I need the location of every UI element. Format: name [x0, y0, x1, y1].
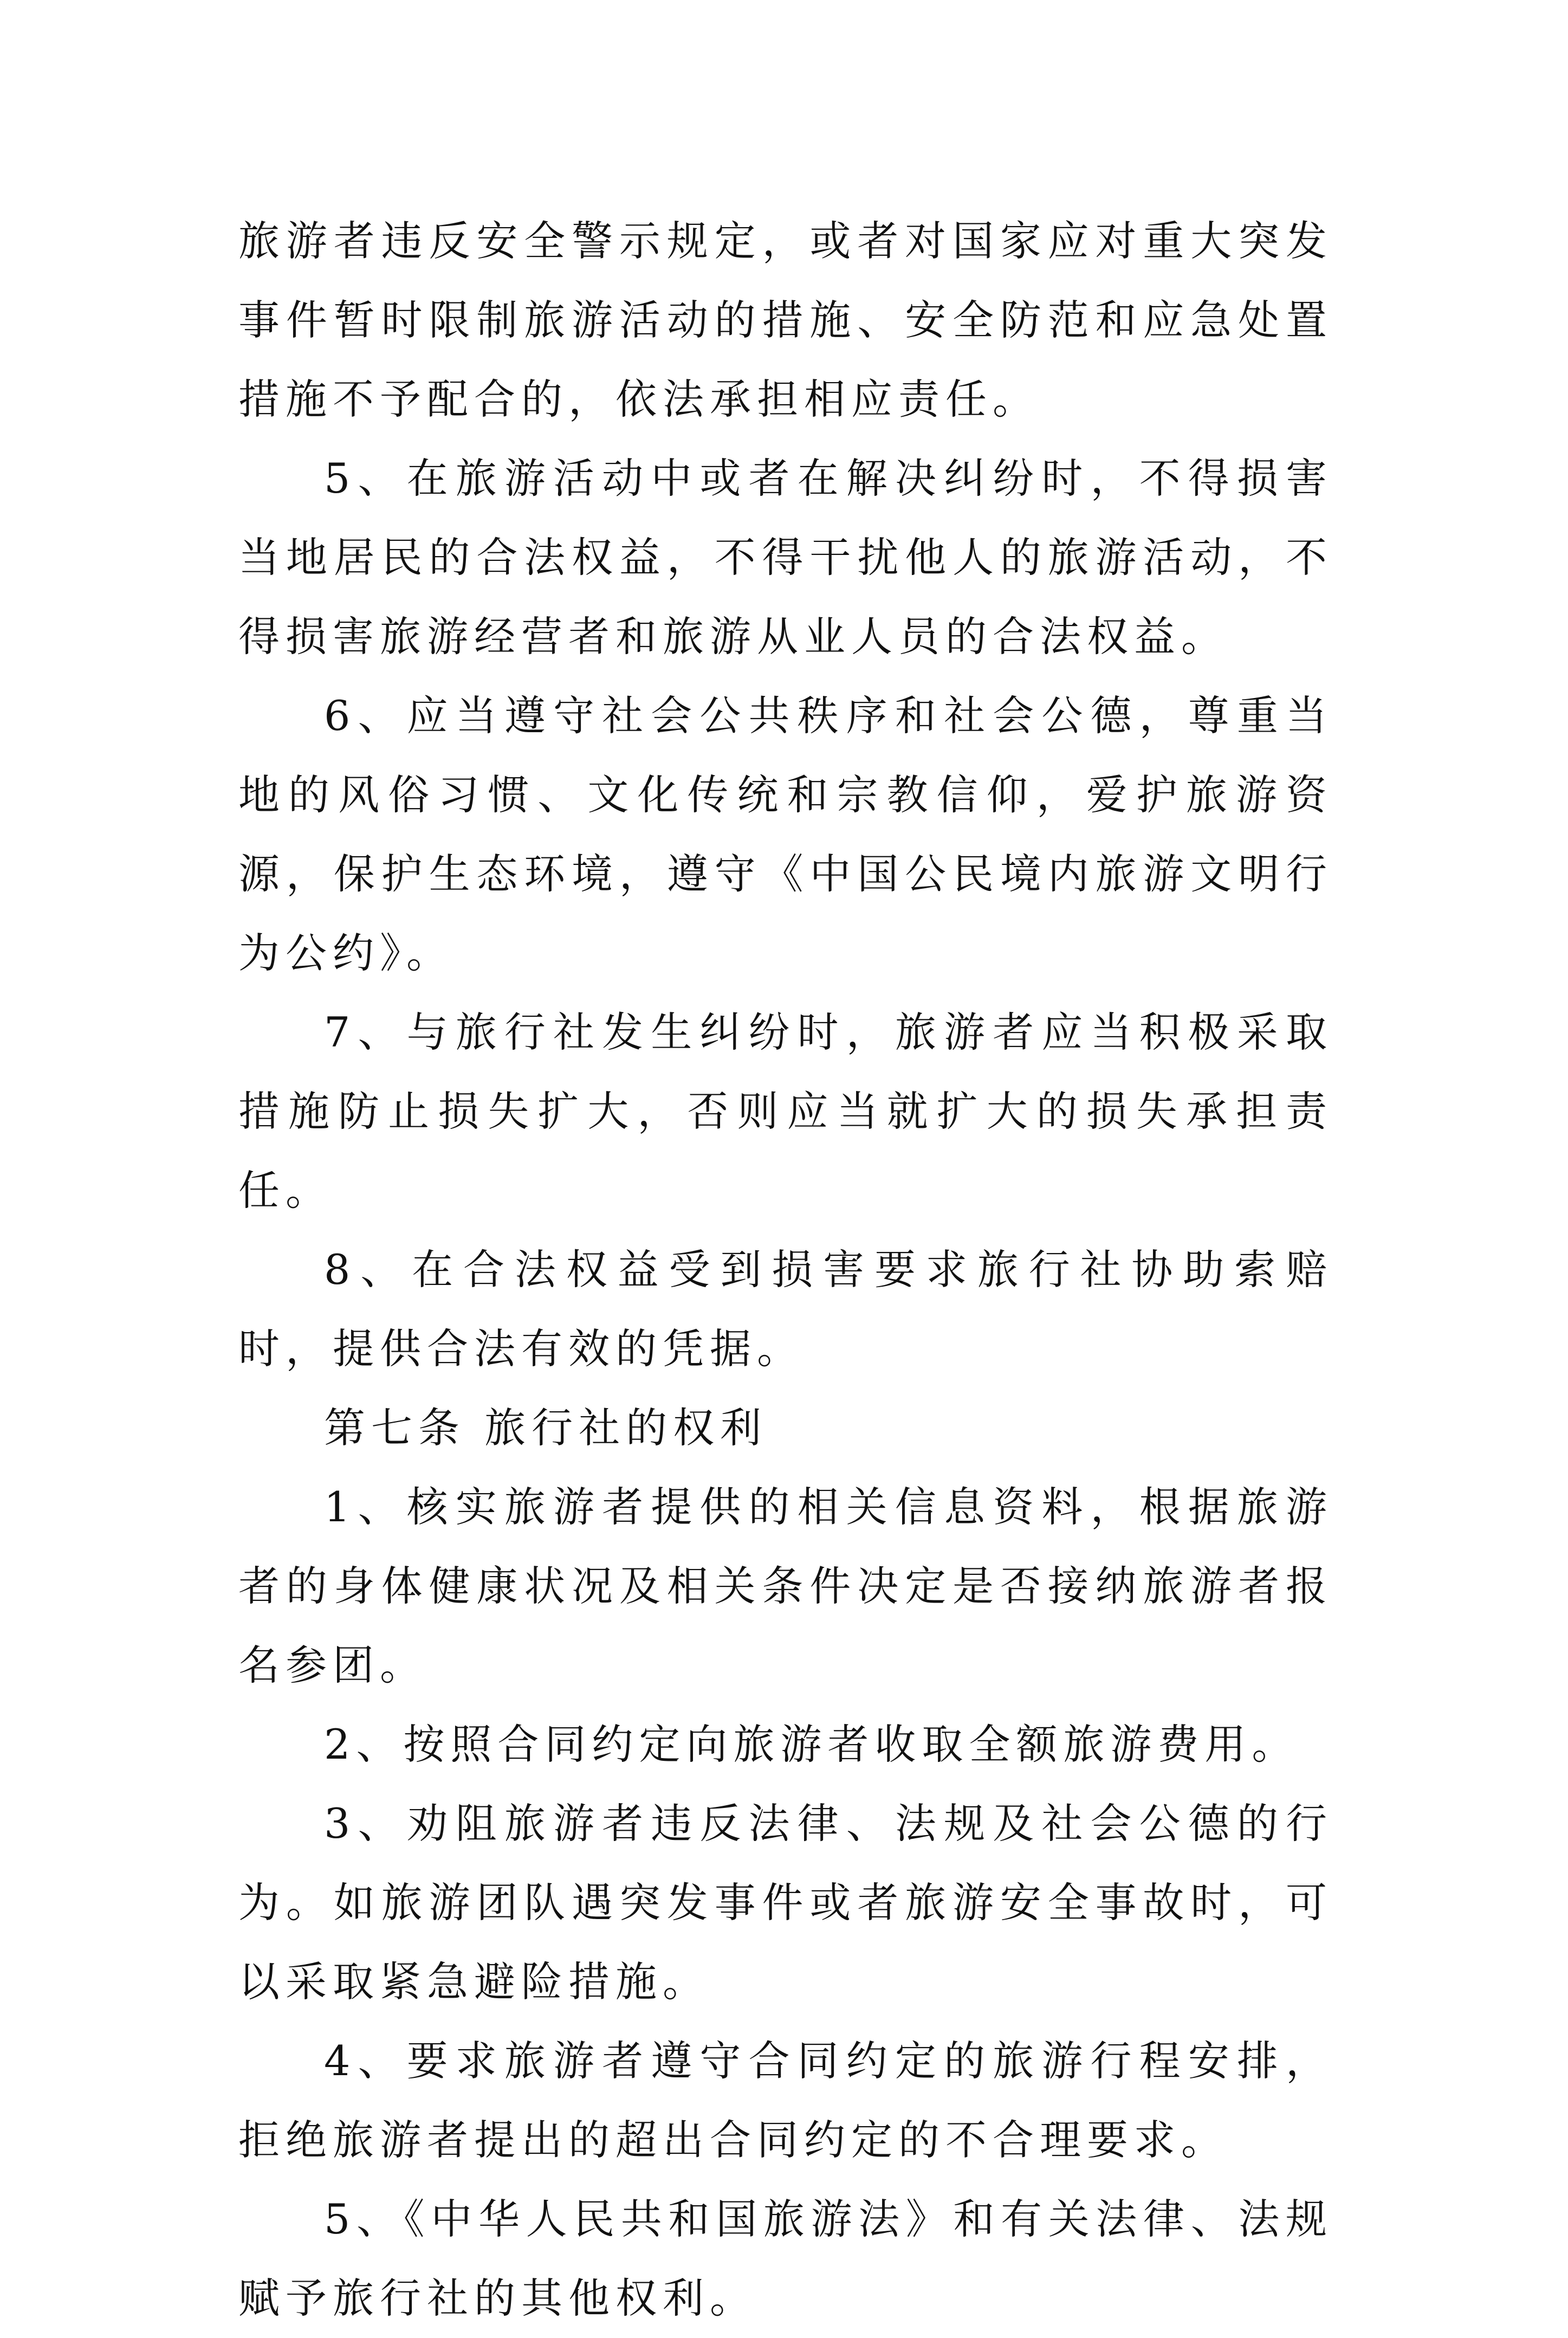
- list-item-6-public-order: 6、应当遵守社会公共秩序和社会公德，尊重当地的风俗习惯、文化传统和宗教信仰，爱护旅游资源，保护生态环境，遵守《中国公民境内旅游文明行为公约》。: [238, 692, 1333, 977]
- list-item-7-dispute-loss: 7、与旅行社发生纠纷时，旅游者应当积极采取措施防止损失扩大，否则应当就扩大的损失承担责任。: [238, 1008, 1333, 1215]
- paragraph-continuation: 旅游者违反安全警示规定，或者对国家应对重大突发事件暂时限制旅游活动的措施、安全防范和应急处置措施不予配合的，依法承担相应责任。: [238, 217, 1333, 423]
- list-item-5-local-rights: 5、在旅游活动中或者在解决纠纷时，不得损害当地居民的合法权益，不得干扰他人的旅游活动，不得损害旅游经营者和旅游从业人员的合法权益。: [238, 454, 1333, 661]
- document-body: [238, 202, 1333, 2338]
- list-item-3-dissuade: 3、劝阻旅游者违反法律、法规及社会公德的行为。如旅游团队遇突发事件或者旅游安全事故时，可以采取紧急避险措施。: [238, 1799, 1333, 2006]
- list-item-8-evidence: 8、在合法权益受到损害要求旅行社协助索赔时，提供合法有效的凭据。: [238, 1245, 1333, 1373]
- list-item-1-verify-info: 1、核实旅游者提供的相关信息资料，根据旅游者的身体健康状况及相关条件决定是否接纳旅游者报名参团。: [238, 1483, 1333, 1689]
- list-item-2-collect-fees: 2、按照合同约定向旅游者收取全额旅游费用。: [324, 1720, 1299, 1768]
- list-item-5-other-rights: 5、《中华人民共和国旅游法》和有关法律、法规赋予旅行社的其他权利。: [238, 2195, 1333, 2322]
- section-heading: 第七条 旅行社的权利: [324, 1404, 768, 1452]
- list-item-4-itinerary: 4、要求旅游者遵守合同约定的旅游行程安排，拒绝旅游者提出的超出合同约定的不合理要求。: [238, 2037, 1333, 2164]
